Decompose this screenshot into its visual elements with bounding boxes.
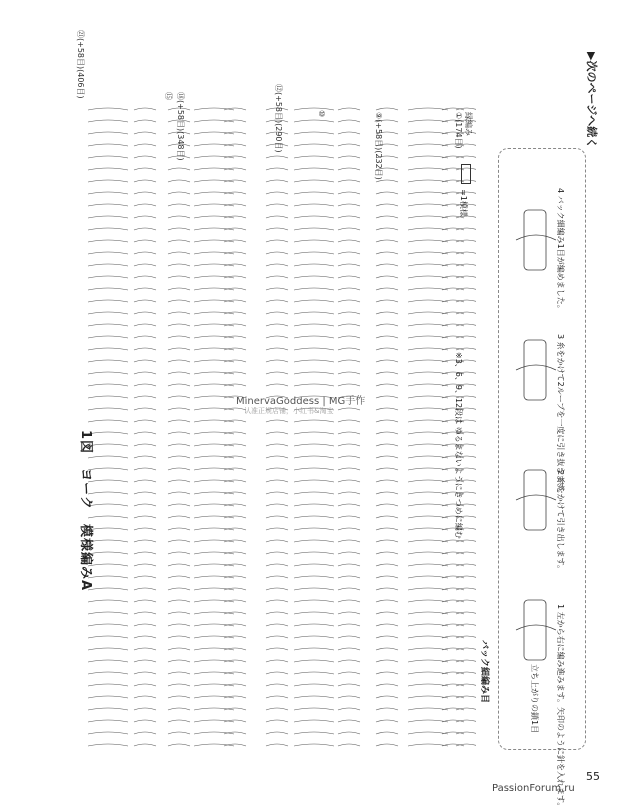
step-2: 2 糸をかけて引き出します。 (556, 470, 565, 573)
step-illustrations (506, 200, 566, 720)
watermark-sub: 认准正规店铺，小红书&淘宝 (244, 407, 334, 415)
crochet-illustration-icon (506, 200, 566, 720)
chart (76, 100, 476, 764)
row-label-18: ⑱(+58目)(348目) (176, 92, 185, 161)
row-label-9: ⑨(+58目)(232目) (374, 112, 383, 180)
footer: PassionForum.ru (492, 783, 575, 794)
row-label-1: ①(174目) (454, 112, 463, 149)
row-label-12: ⑫(+58目)(290目) (274, 84, 283, 153)
note: ※3、6、9、12段は ゆるまないようにきつめに編む (454, 352, 463, 539)
step-1: 1 左から右に編み進みます。矢印のように針を入れます。 (556, 604, 565, 810)
steps-intro: 立ち上がりの鎖1目 (530, 664, 539, 734)
next-page[interactable]: ▶次のページへ続く (585, 52, 598, 149)
row-label-edge: 縁編み (464, 112, 473, 136)
page-number: 55 (586, 770, 600, 783)
legend-box-icon (461, 164, 471, 184)
step-3: 3 糸をかけて2ループを一度に引き抜きます。 (556, 334, 565, 498)
page-title: 1図 ヨーク 模様編みA (78, 430, 93, 592)
legend (457, 164, 476, 217)
watermark: MinervaGoddess | MG手作 (236, 396, 366, 407)
crochet-chart (76, 100, 476, 760)
row-label-10: ⑩ (317, 110, 326, 118)
legend-label: =1模様 (459, 189, 468, 217)
step-4: 4 バック細編み1目が編めました。 (556, 188, 565, 313)
row-label-21: ㉑(+58目)(406目) (76, 30, 85, 99)
row-label-15: ⑮ (164, 92, 173, 100)
steps-heading: バック細編み目 (479, 640, 489, 704)
